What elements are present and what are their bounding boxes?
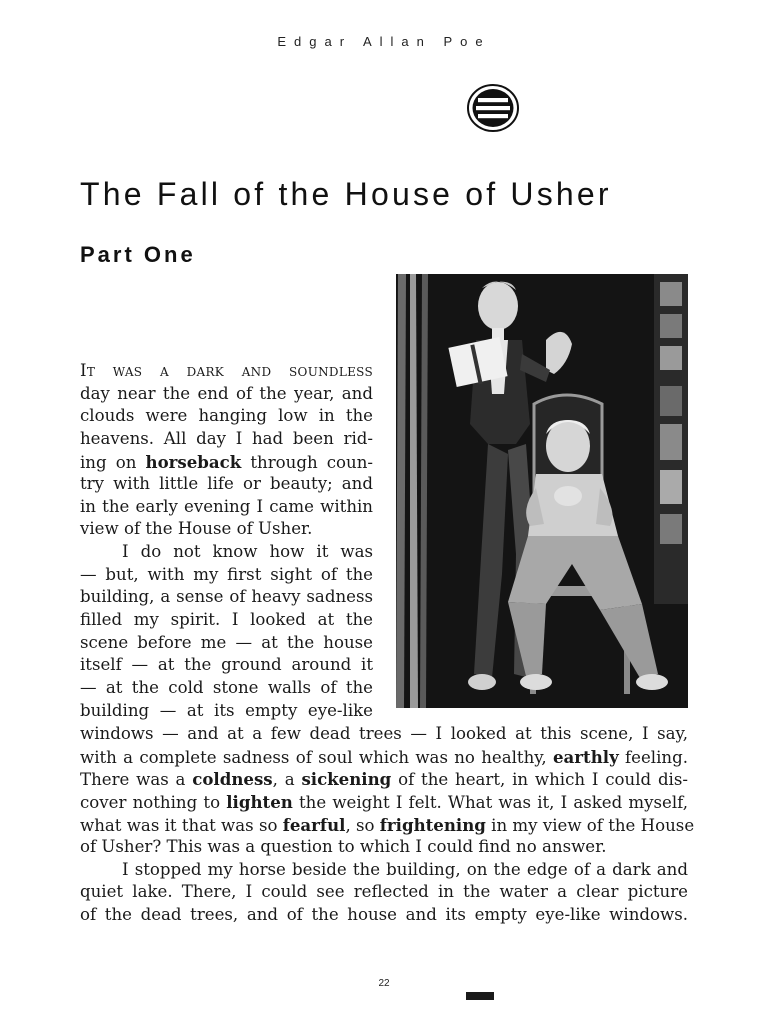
circled-lines-logo-icon bbox=[467, 84, 519, 132]
text-segment: I do not know how it was bbox=[122, 542, 373, 562]
text-segment: heavens. All day I had been rid- bbox=[80, 428, 373, 448]
vocab-word: lighten bbox=[226, 791, 293, 812]
text-line bbox=[80, 586, 373, 609]
text-segment: of the heart, in which I could dis- bbox=[391, 770, 688, 790]
text-segment: in my view of the House bbox=[485, 815, 695, 835]
text-line bbox=[80, 746, 688, 769]
text-segment: what was it that was so bbox=[80, 815, 283, 835]
text-segment: — at the cold stone walls of the bbox=[80, 677, 373, 697]
text-segment: itself — at the ground around it bbox=[80, 655, 373, 675]
text-segment: feeling. bbox=[618, 747, 688, 767]
text-line bbox=[80, 791, 688, 814]
text-line bbox=[80, 360, 373, 383]
text-segment: in the early evening I came within bbox=[80, 496, 373, 516]
text-line bbox=[80, 881, 688, 904]
text-segment: , so bbox=[345, 815, 380, 835]
text-segment: building — at its empty eye-like bbox=[80, 700, 373, 720]
text-line bbox=[80, 700, 373, 723]
vocab-word: horseback bbox=[145, 451, 242, 472]
text-segment: filled my spirit. I looked at the bbox=[80, 610, 373, 630]
text-segment: cover nothing to bbox=[80, 792, 227, 812]
text-segment: I stopped my horse beside the building, on the edge of a dark and bbox=[122, 859, 688, 879]
text-line bbox=[80, 768, 688, 791]
text-segment: windows — and at a few dead trees — I looked at this scene, I say, bbox=[80, 724, 688, 743]
text-line bbox=[80, 677, 373, 700]
text-line bbox=[80, 723, 688, 746]
text-line bbox=[80, 473, 373, 496]
text-line bbox=[80, 836, 688, 859]
vocab-word: coldness bbox=[192, 769, 273, 790]
illustration-usher-and-narrator-icon bbox=[396, 274, 688, 708]
text-line bbox=[80, 428, 373, 451]
text-line bbox=[80, 654, 373, 677]
text-segment: with a complete sadness of soul which was no healthy, bbox=[80, 747, 553, 767]
page-number: 22 bbox=[378, 978, 390, 989]
text-segment: , a bbox=[272, 770, 302, 790]
narrow-text-column bbox=[80, 360, 373, 722]
text-line bbox=[80, 814, 695, 837]
text-segment: try with little life or beauty; and bbox=[80, 474, 373, 494]
text-line bbox=[80, 541, 373, 564]
text-segment: of the dead trees, and of the house and its empty eye-like windows. bbox=[80, 905, 688, 925]
wide-text-column bbox=[80, 723, 695, 927]
vocab-word: frightening bbox=[379, 814, 486, 835]
text-line bbox=[80, 451, 373, 474]
text-segment: day near the end of the year, and bbox=[80, 383, 373, 403]
text-line bbox=[80, 632, 373, 655]
text-line bbox=[80, 859, 688, 882]
text-segment: There was a bbox=[80, 770, 193, 790]
text-segment: clouds were hanging low in the bbox=[80, 406, 373, 426]
running-header-author: Edgar Allan Poe bbox=[277, 34, 491, 49]
text-segment: building, a sense of heavy sadness bbox=[80, 587, 373, 607]
text-line bbox=[80, 405, 373, 428]
vocab-word: fearful bbox=[282, 814, 346, 835]
vocab-word: sickening bbox=[301, 769, 392, 790]
text-segment: — but, with my first sight of the bbox=[80, 564, 373, 584]
page-number-bar bbox=[466, 992, 494, 1000]
text-line bbox=[80, 496, 373, 519]
text-line bbox=[80, 564, 373, 587]
part-subtitle: Part One bbox=[80, 242, 196, 267]
text-segment: of Usher? This was a question to which I could find no answer. bbox=[80, 837, 607, 857]
text-segment: view of the House of Usher. bbox=[80, 519, 313, 539]
text-line bbox=[80, 518, 373, 541]
text-segment: scene before me — at the house bbox=[80, 632, 373, 652]
text-segment: It was a dark and soundless bbox=[80, 361, 373, 380]
chapter-title: The Fall of the House of Usher bbox=[80, 176, 612, 212]
text-line bbox=[80, 609, 373, 632]
text-line bbox=[80, 904, 688, 927]
text-segment: ing on bbox=[80, 452, 146, 472]
text-line bbox=[80, 383, 373, 406]
text-segment: quiet lake. There, I could see reflected in the water a clear picture bbox=[80, 882, 688, 902]
text-segment: through coun- bbox=[241, 452, 374, 472]
vocab-word: earthly bbox=[552, 746, 619, 767]
text-segment: the weight I felt. What was it, I asked myself, bbox=[292, 792, 689, 812]
